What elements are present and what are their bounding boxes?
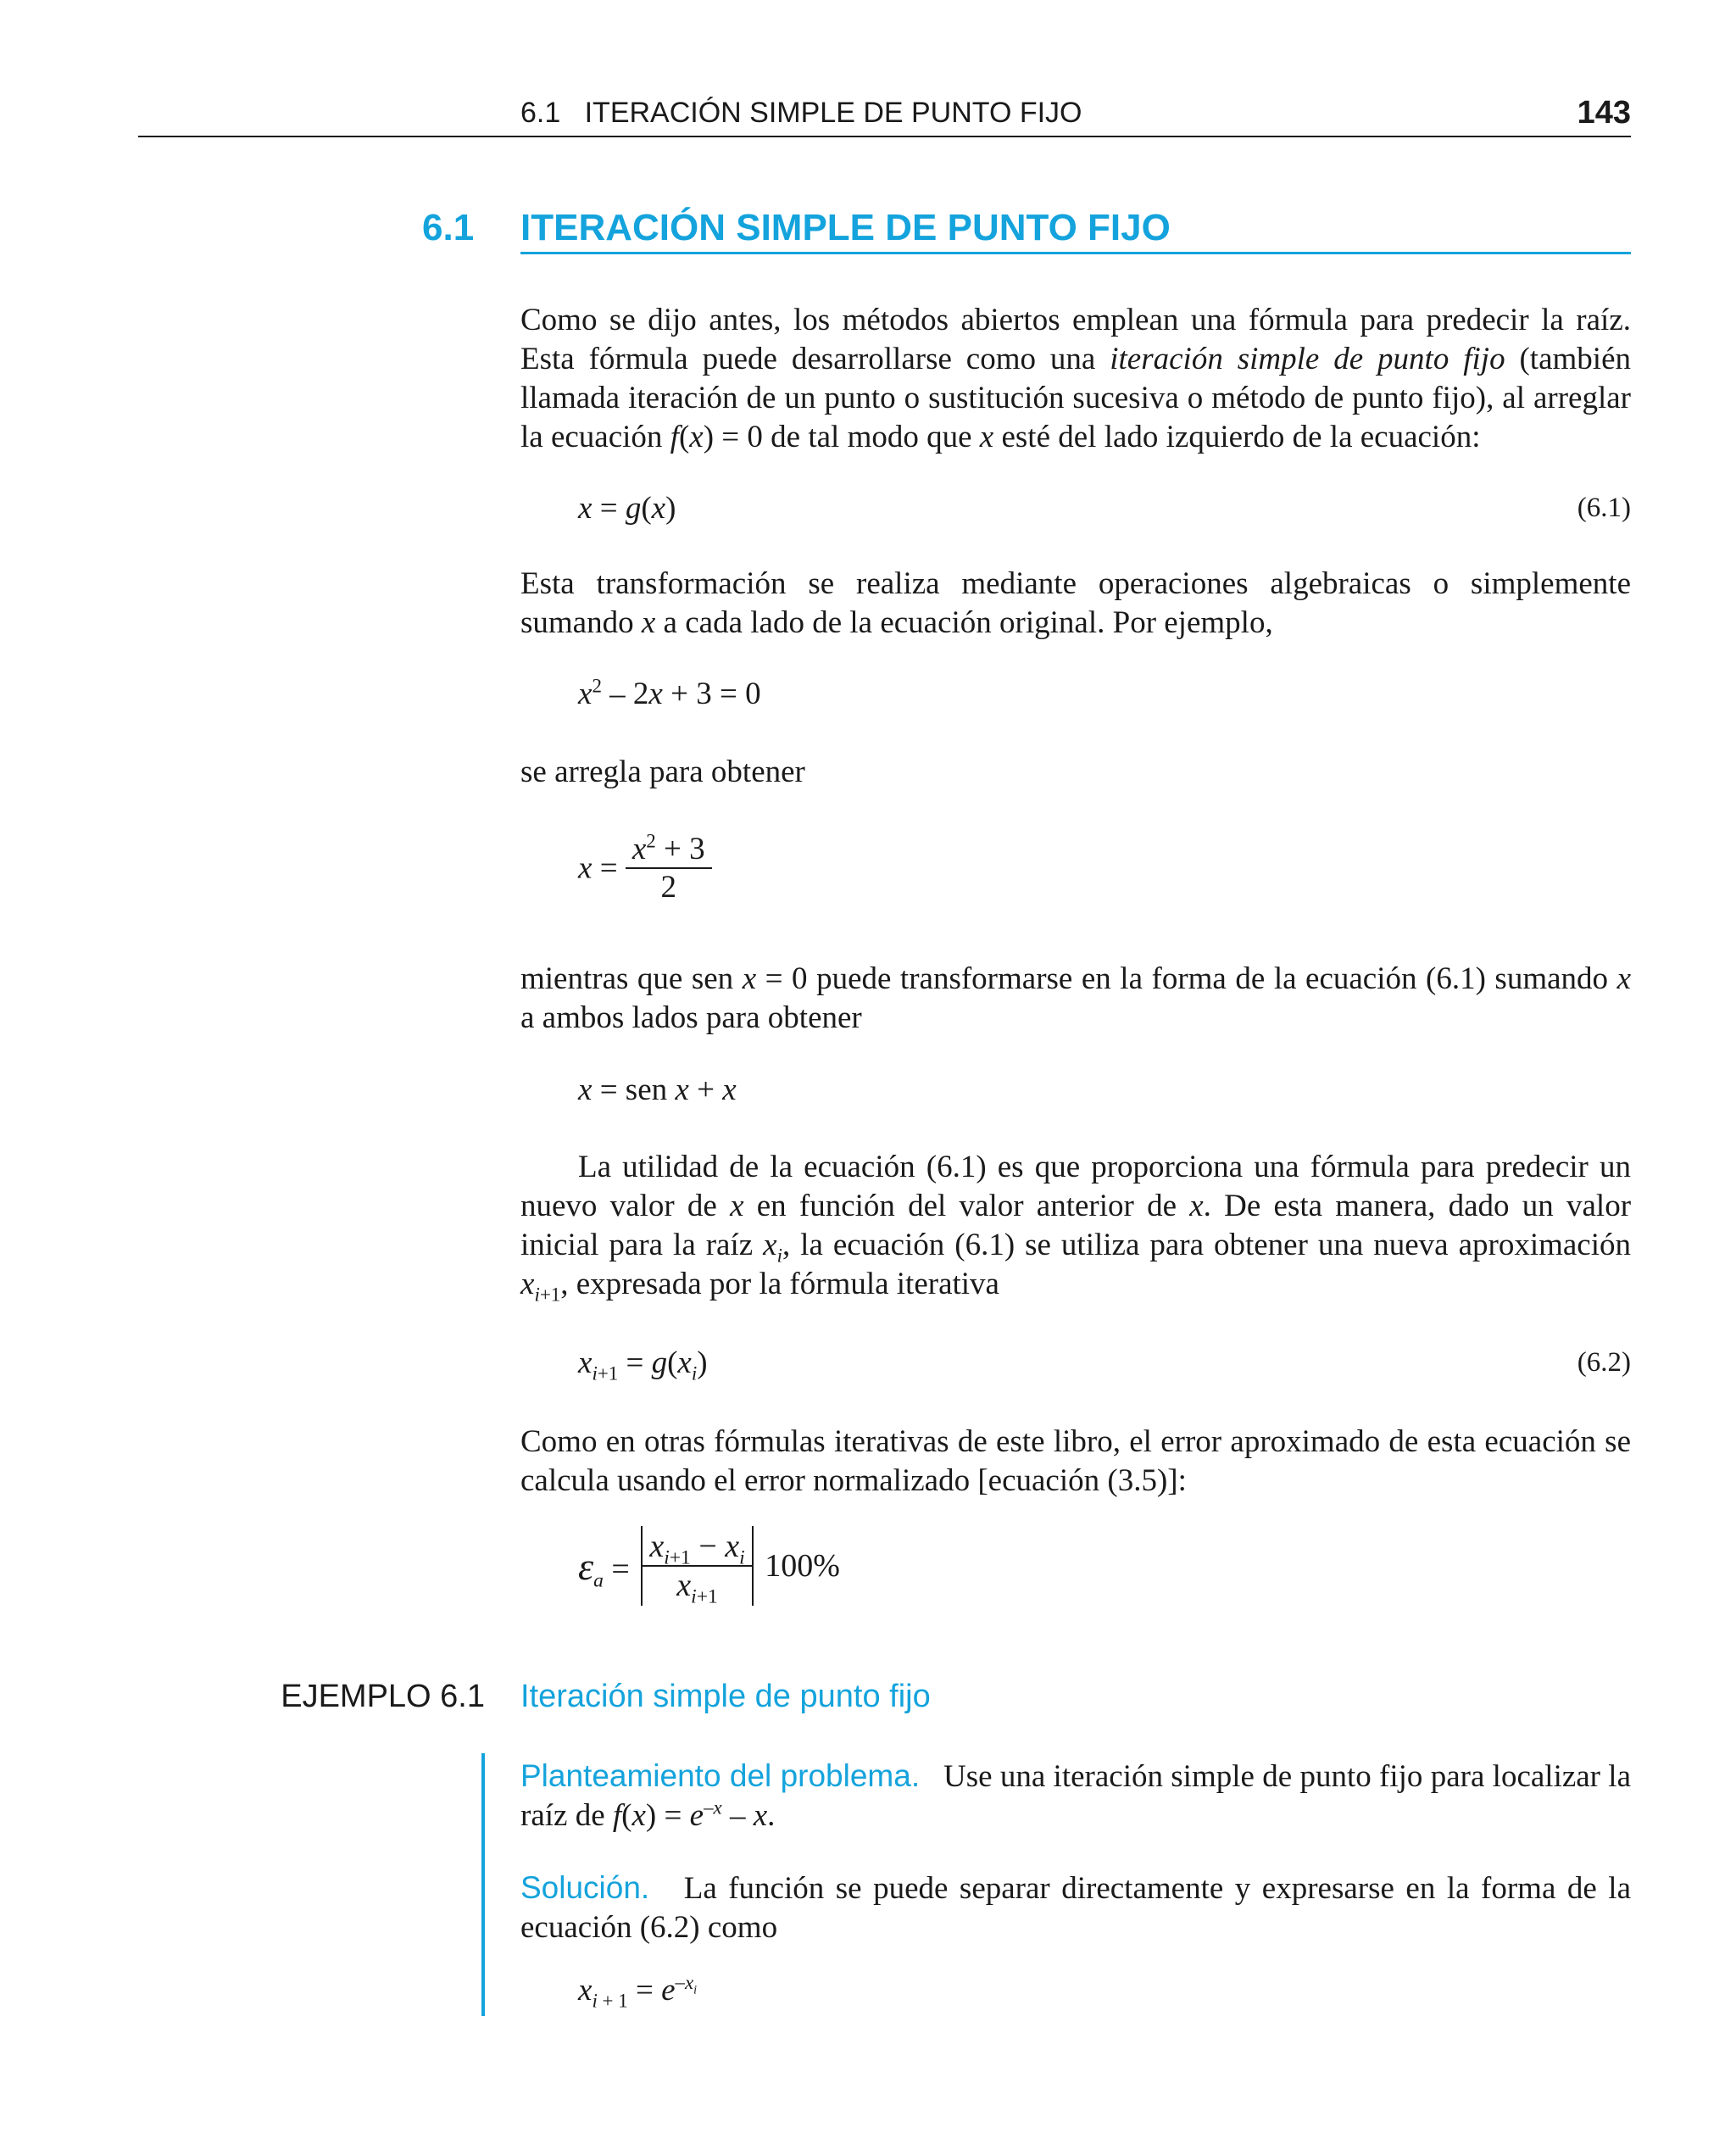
example-title: Iteración simple de punto fijo (520, 1679, 931, 1714)
example-problem: Planteamiento del problema. Use una iteración simple de punto fijo para localizar la raíz de $f(x) = e^{-x} - x$. (520, 1758, 1632, 1833)
paragraph-intro: Como se dijo antes, los métodos abiertos emplean una fórmula para predecir la raíz. Esta fórmula puede desarrollarse como una iteración simple de punto fijo (también llamada iteración de un punto o sustitución sucesiva o método de punto fijo), al arreglar la ecuación f(x) = 0 de tal modo que x esté del lado izquierdo de la ecuación: (520, 303, 1631, 454)
equation-6-1: x = g(x) (578, 491, 676, 526)
page-number: 143 (1577, 95, 1631, 131)
equation-number-6-1: (6.1) (1577, 493, 1631, 523)
paragraph-utility: La utilidad de la ecuación (6.1) es que proporciona una fórmula para predecir un nuevo valor de x en función del valor anterior de x. De esta manera, dado un valor inicial para la raíz $x_i$, la ecuación (6.1) se utiliza para obtener una nueva aproximación $x_{i+1}$, expresada por la fórmula iterativa (520, 1150, 1632, 1306)
solution-heading: Solución. (520, 1870, 650, 1905)
term-fixed-point: iteración simple de punto fijo (1110, 342, 1505, 376)
equation-sine: x = sen x + x (578, 1072, 737, 1107)
problem-heading: Planteamiento del problema. (520, 1758, 921, 1793)
paragraph-rearrange: se arregla para obtener (520, 755, 805, 789)
equation-approx-error: $\varepsilon_a$ = $\frac{x_{i+1} - x_i}{x_{i+1}}$ 100% (578, 1526, 840, 1606)
paragraph-sine: mientras que sen x = 0 puede transformarse en la forma de la ecuación (6.1) sumando x a ambos lados para obtener (520, 961, 1631, 1035)
equation-number-6-2: (6.2) (1577, 1347, 1631, 1378)
running-header-title: 6.1 ITERACIÓN SIMPLE DE PUNTO FIJO (520, 97, 1082, 129)
equation-6-2: $x_{i+1} = g(x_i)$ (578, 1345, 708, 1384)
equation-quadratic: $x^2 - 2x + 3 = 0$ (578, 675, 761, 711)
paragraph-transform: Esta transformación se realiza mediante operaciones algebraicas o simplemente sumando x a cada lado de la ecuación original. Por ejemplo, (520, 566, 1631, 640)
section-title: ITERACIÓN SIMPLE DE PUNTO FIJO (520, 207, 1171, 248)
equation-solution: $x_{i + 1} = e^{-x_i}$ (578, 1971, 698, 2012)
header-rule (138, 136, 1631, 137)
fraction-x2-plus-3-over-2: $\frac{x^2 + 3}{2}$ (626, 831, 712, 905)
equation-fraction: x = $\frac{x^2 + 3}{2}$ (578, 831, 712, 905)
paragraph-error: Como en otras fórmulas iterativas de este libro, el error aproximado de esta ecuación se calcula usando el error normalizado [ecuación (3.5)]: (520, 1424, 1631, 1498)
example-sidebar-rule (481, 1753, 485, 2016)
section-rule (520, 252, 1631, 254)
section-number: 6.1 (422, 207, 475, 248)
example-solution: Solución. La función se puede separar directamente y expresarse en la forma de la ecuación (6.2) como (520, 1870, 1631, 1945)
example-label: EJEMPLO 6.1 (281, 1679, 485, 1714)
